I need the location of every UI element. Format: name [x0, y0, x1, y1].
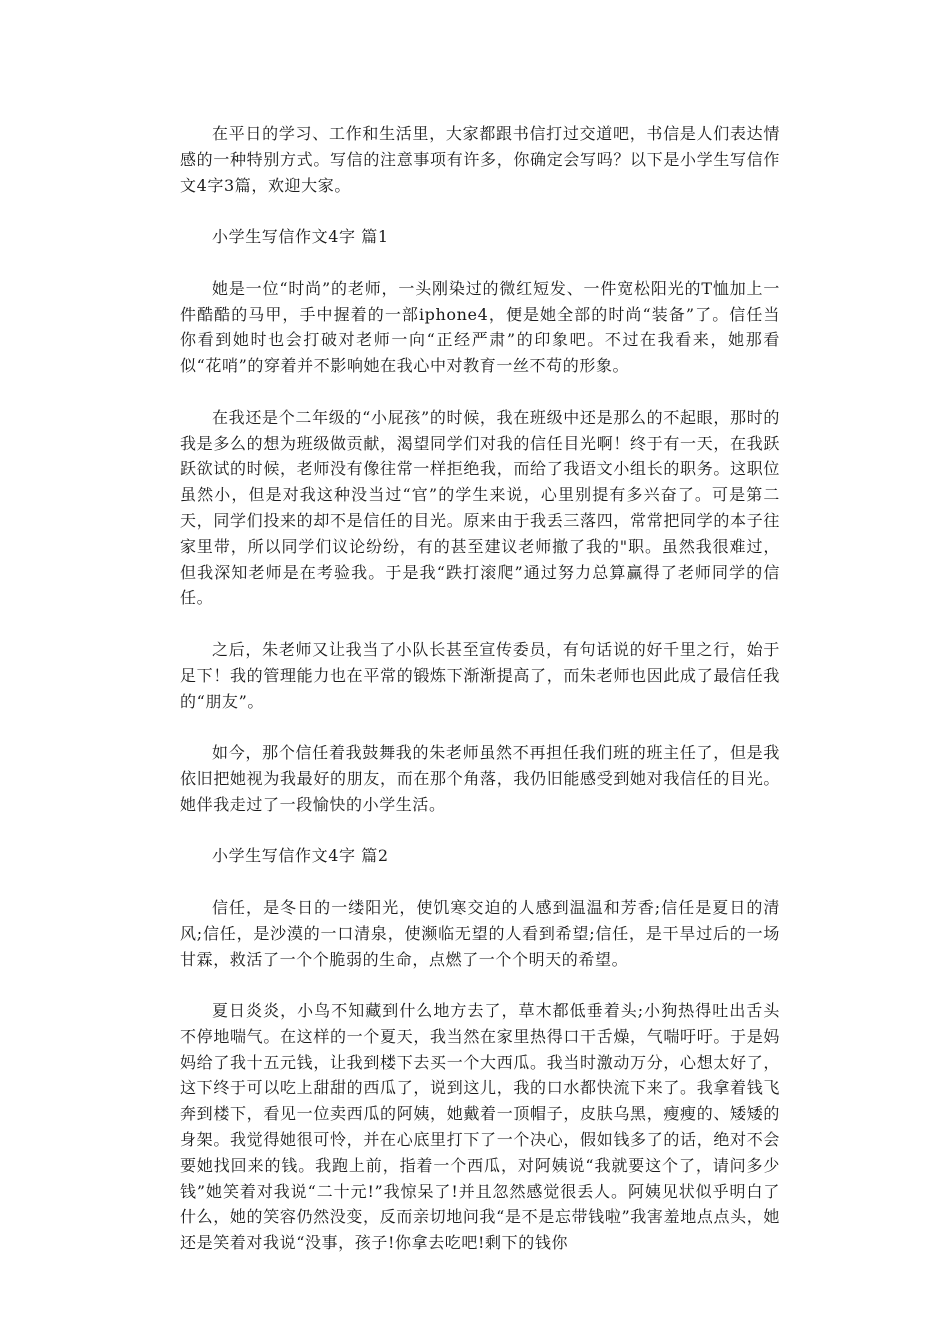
intro-paragraph: 在平日的学习、工作和生活里，大家都跟书信打过交道吧，书信是人们表达情感的一种特别方式。写信的注意事项有许多，你确定会写吗？以下是小学生写信作文4字3篇，欢迎大家。 — [180, 124, 780, 195]
paragraph: 如今，那个信任着我鼓舞我的朱老师虽然不再担任我们班的班主任了，但是我依旧把她视为我最好的朋友，而在那个角落，我仍旧能感受到她对我信任的目光。她伴我走过了一段愉快的小学生活。 — [180, 743, 780, 814]
paragraph: 信任，是冬日的一缕阳光，使饥寒交迫的人感到温温和芳香;信任是夏日的清风;信任，是沙漠的一口清泉，使濒临无望的人看到希望;信任，是干旱过后的一场甘霖，救活了一个个脆弱的生命，点燃了一个个明天的希望。 — [180, 897, 780, 969]
section-heading-2: 小学生写信作文4字 篇2 — [212, 846, 389, 866]
document-body — [180, 121, 780, 1282]
paragraph: 在我还是个二年级的“小屁孩”的时候，我在班级中还是那么的不起眼，那时的我是多么的想为班级做贡献，渴望同学们对我的信任目光啊！终于有一天，在我跃跃欲试的时候，老师没有像往常一样拒绝我，而给了我语文小组长的职务。这职位虽然小，但是对我这种没当过“官”的学生来说，心里别提有多兴奋了。可是第二天，同学们投来的却不是信任的目光。原来由于我丢三落四，常常把同学的本子往家里带，所以同学们议论纷纷，有的甚至建议老师撤了我的"职。虽然我很难过，但我深知老师是在考验我。于是我“跌打滚爬”通过努力总算赢得了老师同学的信任。 — [180, 407, 780, 608]
paragraph: 夏日炎炎，小鸟不知藏到什么地方去了，草木都低垂着头;小狗热得吐出舌头不停地喘气。在这样的一个夏天，我当然在家里热得口干舌燥，气喘吁吁。于是妈妈给了我十五元钱，让我到楼下去买一个大西瓜。我当时激动万分，心想太好了，这下终于可以吃上甜甜的西瓜了，说到这儿，我的口水都快流下来了。我拿着钱飞奔到楼下，看见一位卖西瓜的阿姨，她戴着一顶帽子，皮肤乌黑，瘦瘦的、矮矮的身架。我觉得她很可怜，并在心底里打下了一个决心，假如钱多了的话，绝对不会要她找回来的钱。我跑上前，指着一个西瓜，对阿姨说“我就要这个了，请问多少钱”她笑着对我说“二十元!”我惊呆了!并且忽然感觉很丢人。阿姨见状似乎明白了什么，她的笑容仍然没变，反而亲切地问我“是不是忘带钱啦”我害羞地点点头，她还是笑着对我说“没事，孩子!你拿去吃吧!剩下的钱你 — [180, 1001, 780, 1253]
paragraph: 之后，朱老师又让我当了小队长甚至宣传委员，有句话说的好千里之行，始于足下！我的管理能力也在平常的锻炼下渐渐提高了，而朱老师也因此成了最信任我的“朋友”。 — [180, 639, 780, 711]
section-heading-1: 小学生写信作文4字 篇1 — [212, 227, 389, 247]
paragraph: 她是一位“时尚”的老师，一头刚染过的微红短发、一件宽松阳光的T恤加上一件酷酷的马甲，手中握着的一部iphone4，便是她全部的时尚“装备”了。信任当你看到她时也会打破对老师一向“正经严肃”的印象吧。不过在我看来，她那看似“花哨”的穿着并不影响她在我心中对教育一丝不苟的形象。 — [180, 278, 780, 376]
